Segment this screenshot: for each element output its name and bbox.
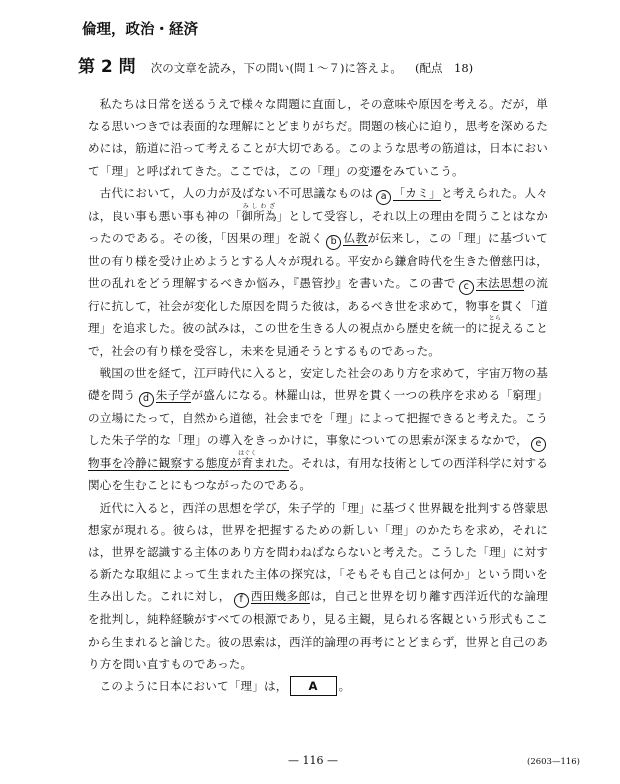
ruby-tora: 捉とら (488, 315, 502, 336)
paragraph-5: このように日本において「理」は， A 。 (88, 675, 548, 697)
paragraph-2: 古代において，人の力が及ばない不可思議なものは a 「カミ」と考えられた。人々は，良い事も悪い事も神の「御所為みしわざ」として受容し，それ以上の理由を問うことはなかったのである。その後，「因果の理」を説く b 仏教が伝来し，この「理」に基づいて世の有り様を受け止めようとする人々が現れる。平安から鎌倉時代を生きた僧慈円は，世の乱れをどう理解するべきか悩み，『愚管抄』を書いた。この書で c 末法思想の流行に抗して，社会が変化した原因を問うた彼は，あるべき世を求めて，物事を貫く「道理」を追求した。彼の試みは，この世を生きる人の視点から歴史を統一的に捉とらえることで，社会の有り様を受容し，未来を見通そうとするものであった。 (88, 185, 549, 358)
underlined-term-f: 西田幾多郎 (250, 589, 311, 604)
question-header (78, 52, 473, 77)
page-number: — 116 — (288, 754, 338, 767)
marker-d: d (139, 392, 154, 407)
subject-title: 倫理，政治・経済 (82, 22, 198, 38)
underlined-phrase-e: 物事を冷静に観察する態度が育はぐくまれた (88, 450, 289, 471)
passage (88, 93, 548, 697)
ruby-haguku: 育はぐく (238, 450, 257, 471)
answer-box-a: A (290, 676, 337, 696)
paragraph-4: 近代に入ると，西洋の思想を学び，朱子学的「理」に基づく世界観を批判する啓蒙思想家が現れる。彼らは，世界を把握するための新しい「理」のかたちを求め，それには，世界を認識する主体のあり方を問わねばならないと考えた。こうした「理」に対する新たな取組によって生まれた主体の探究は，「そもそも自己とは何か」という問いを生み出した。これに対し， f 西田幾多郎は，自己と世界を切り離す西洋近代的な論理を批判し，純粋経験がすべての根源であり，見る主観，見られる客観という形式もここから生まれると論じた。彼の思索は，西洋的論理の再考にとどまらず，世界と自己のあり方を問い直すものであった。 (88, 500, 548, 671)
page-code: (2603—116) (527, 757, 580, 767)
question-number: 第 2 問 (78, 57, 136, 77)
underlined-term-c: 末法思想 (475, 276, 525, 291)
marker-e: e (531, 437, 546, 452)
underlined-term-d: 朱子学 (155, 388, 192, 403)
underlined-term-a: 「カミ」 (393, 185, 441, 200)
paragraph-3: 戦国の世を経て，江戸時代に入ると，安定した社会のあり方を求めて，宇宙万物の基礎を問う d 朱子学が盛んになる。林羅山は，世界を貫く一つの秩序を求める「窮理」の立場にたって，自然から道徳，社会までを「理」によって把握できると考えた。こうした朱子学的な「理」の導入をきっかけに，事象についての思索が深まるなかで， e物事を冷静に観察する態度が育はぐくまれた。それは，有用な技術としての西洋科学に対する関心を生むことにもつながったのである。 (88, 365, 548, 493)
marker-a: a (376, 190, 391, 205)
points-note: (配点 18) (415, 61, 474, 75)
ruby-mishiwaza: 御所為みしわざ (241, 202, 277, 223)
marker-c: c (459, 280, 474, 295)
marker-b: b (326, 235, 341, 250)
underlined-term-b: 仏教 (343, 231, 368, 246)
paragraph-1: 私たちは日常を送るうえで様々な問題に直面し，その意味や原因を考える。だが，単なる思いつきでは表面的な理解にとどまりがちだ。問題の核心に迫り，思考を深めるためには，筋道に沿って考えることが大切である。このような思考の筋道は，日本において「理」と呼ばれてきた。ここでは，この「理」の変遷をみていこう。 (88, 97, 548, 178)
question-instruction: 次の文章を読み，下の問い(問１～７)に答えよ。 (150, 61, 402, 75)
marker-f: f (234, 593, 249, 608)
